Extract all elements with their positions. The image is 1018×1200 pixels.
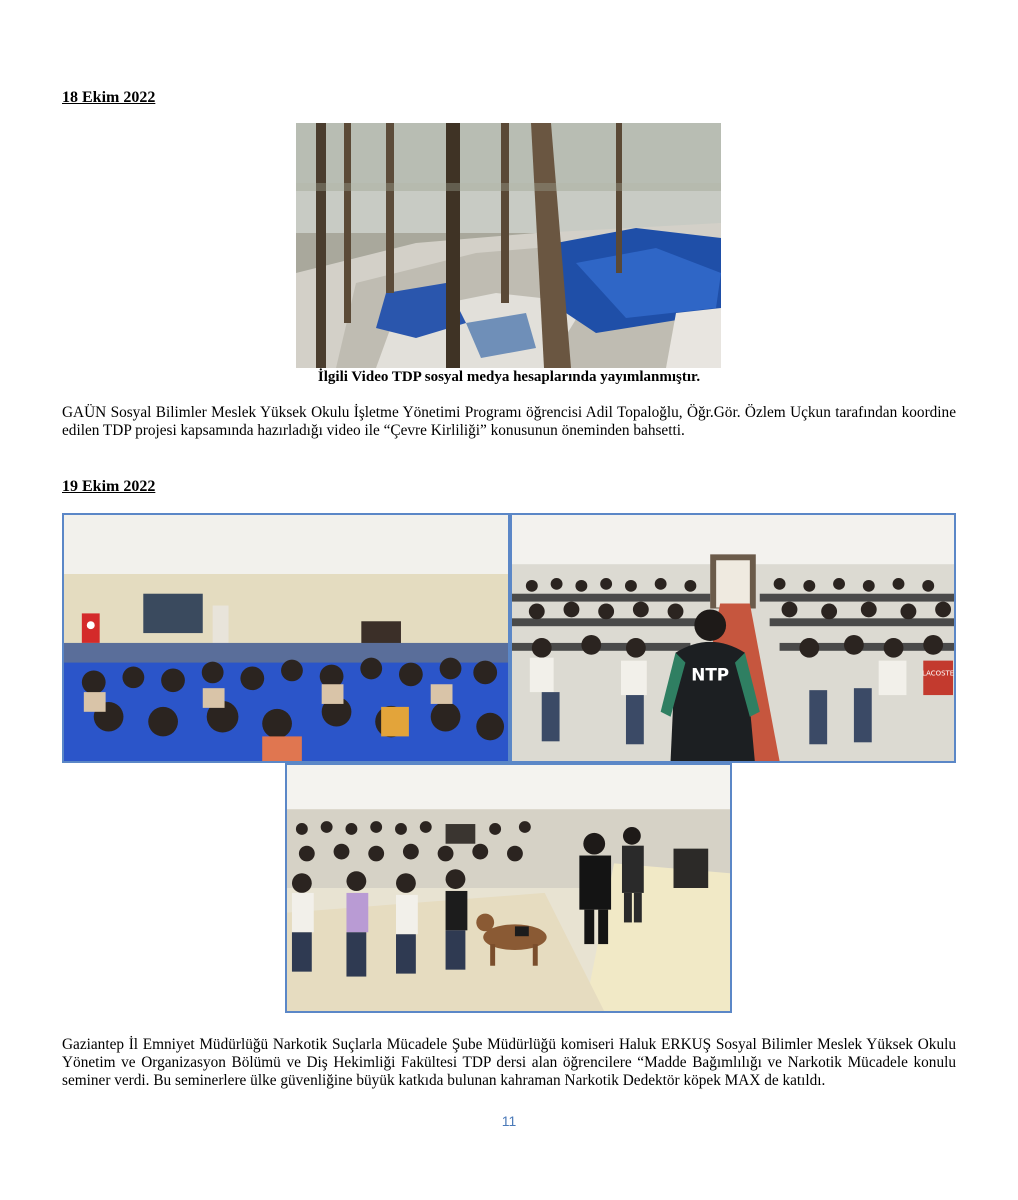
section-date-19-ekim: 19 Ekim 2022 bbox=[62, 478, 156, 495]
image-caption: İlgili Video TDP sosyal medya hesaplarında yayımlanmıştır. bbox=[317, 369, 701, 385]
paragraph-environment: GAÜN Sosyal Bilimler Meslek Yüksek Okulu İşletme Yönetimi Programı öğrencisi Adil Topaloğlu, Öğr.Gör. Özlem Uçkun tarafından koordine edilen TDP projesi kapsamında hazırladığı video ile “Çevre Kirliliği” konusunun öneminden bahsetti. bbox=[62, 404, 956, 439]
seminar-hall-photo bbox=[62, 513, 510, 763]
page-number: 11 bbox=[501, 1113, 517, 1129]
pollution-video-image bbox=[296, 123, 721, 368]
detector-dog-seminar-photo bbox=[285, 763, 732, 1013]
ntp-vest-text: NTP bbox=[691, 664, 730, 685]
lecture-hall-ntp-photo bbox=[510, 513, 956, 763]
paragraph-narcotics-seminar: Gaziantep İl Emniyet Müdürlüğü Narkotik Suçlarla Mücadele Şube Müdürlüğü komiseri Haluk ERKUŞ Sosyal Bilimler Meslek Yüksek Okulu Yönetim ve Organizasyon Bölümü ve Diş Hekimliği Fakültesi TDP dersi alan öğrencilere “Madde Bağımlılığı ve Narkotik Mücadele konulu seminer verdi. Bu seminerlere ülke güvenliğine büyük katkıda bulunan kahraman Narkotik Dedektör köpek MAX de katıldı. bbox=[62, 1036, 956, 1089]
lacoste-shirt-text: LACOSTE bbox=[922, 669, 954, 678]
section-date-18-ekim: 18 Ekim 2022 bbox=[62, 89, 156, 106]
